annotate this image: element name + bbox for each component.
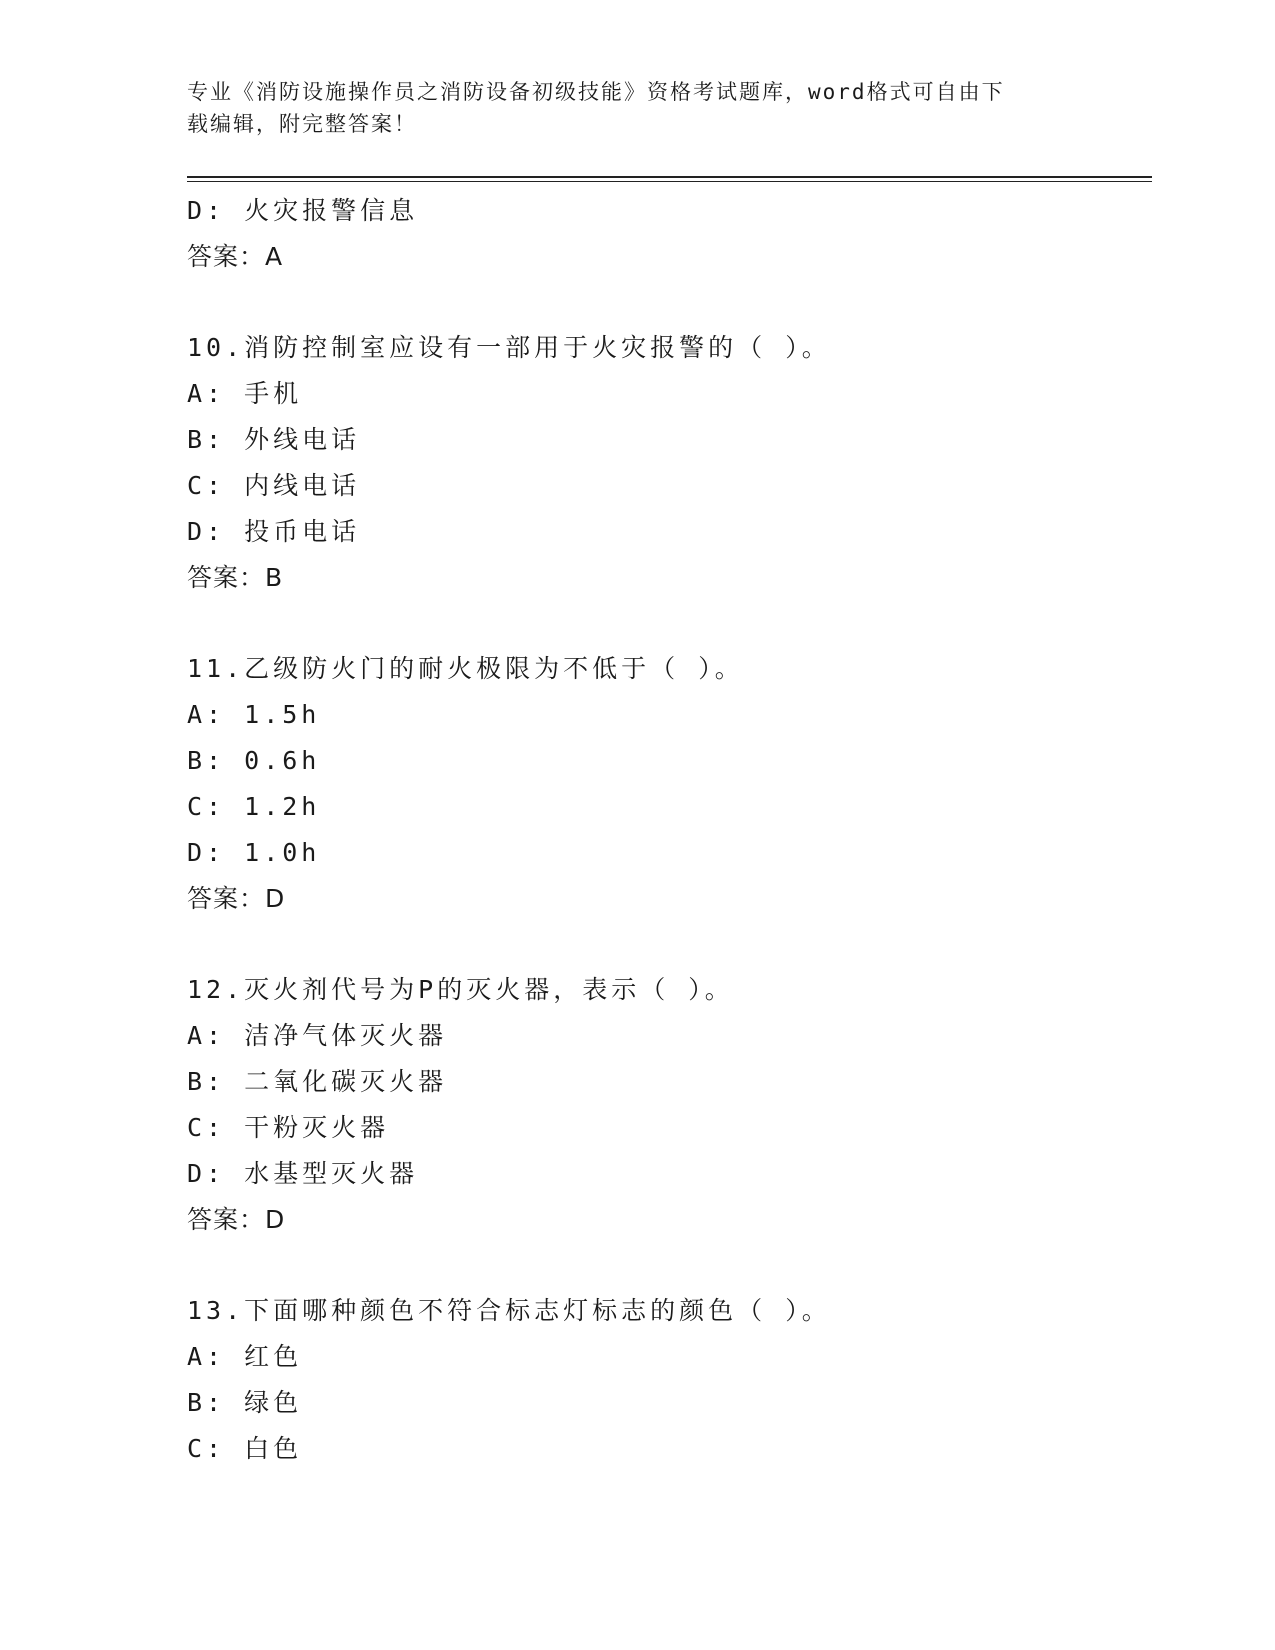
option-a: A: 洁净气体灭火器 (187, 1021, 448, 1050)
option-d: D: 1.0h (187, 838, 321, 867)
answer: 答案：D (187, 1205, 286, 1234)
answer: 答案：D (187, 884, 286, 913)
answer: 答案：B (187, 563, 284, 592)
option-d: D: 火灾报警信息 (187, 196, 419, 225)
option-d: D: 投币电话 (187, 517, 361, 546)
option-b: B: 0.6h (187, 746, 321, 775)
option-a: A: 红色 (187, 1342, 303, 1371)
option-c: C: 白色 (187, 1434, 303, 1463)
option-a: A: 手机 (187, 379, 303, 408)
option-d: D: 水基型灭火器 (187, 1159, 419, 1188)
question-9-continued (187, 188, 1147, 280)
question-text: 13.下面哪种颜色不符合标志灯标志的颜色（ ）。 (187, 1296, 831, 1325)
header-line-2: 载编辑，附完整答案！ (187, 112, 417, 136)
question-10 (187, 325, 1147, 601)
answer: 答案：A (187, 242, 284, 271)
question-11 (187, 646, 1147, 922)
header-divider-thin (187, 181, 1152, 182)
option-b: B: 绿色 (187, 1388, 303, 1417)
option-c: C: 1.2h (187, 792, 321, 821)
question-list (187, 188, 1147, 1472)
question-text: 11.乙级防火门的耐火极限为不低于（ ）。 (187, 654, 744, 683)
option-b: B: 二氧化碳灭火器 (187, 1067, 448, 1096)
option-b: B: 外线电话 (187, 425, 361, 454)
header-divider-thick (187, 176, 1152, 178)
question-13 (187, 1288, 1147, 1472)
document-header (187, 76, 1087, 140)
option-c: C: 干粉灭火器 (187, 1113, 390, 1142)
question-text: 10.消防控制室应设有一部用于火灾报警的（ ）。 (187, 333, 831, 362)
question-12 (187, 967, 1147, 1243)
option-a: A: 1.5h (187, 700, 321, 729)
header-line-1: 专业《消防设施操作员之消防设备初级技能》资格考试题库，word格式可自由下 (187, 80, 1005, 104)
option-c: C: 内线电话 (187, 471, 361, 500)
question-text: 12.灭火剂代号为P的灭火器，表示（ ）。 (187, 975, 734, 1004)
